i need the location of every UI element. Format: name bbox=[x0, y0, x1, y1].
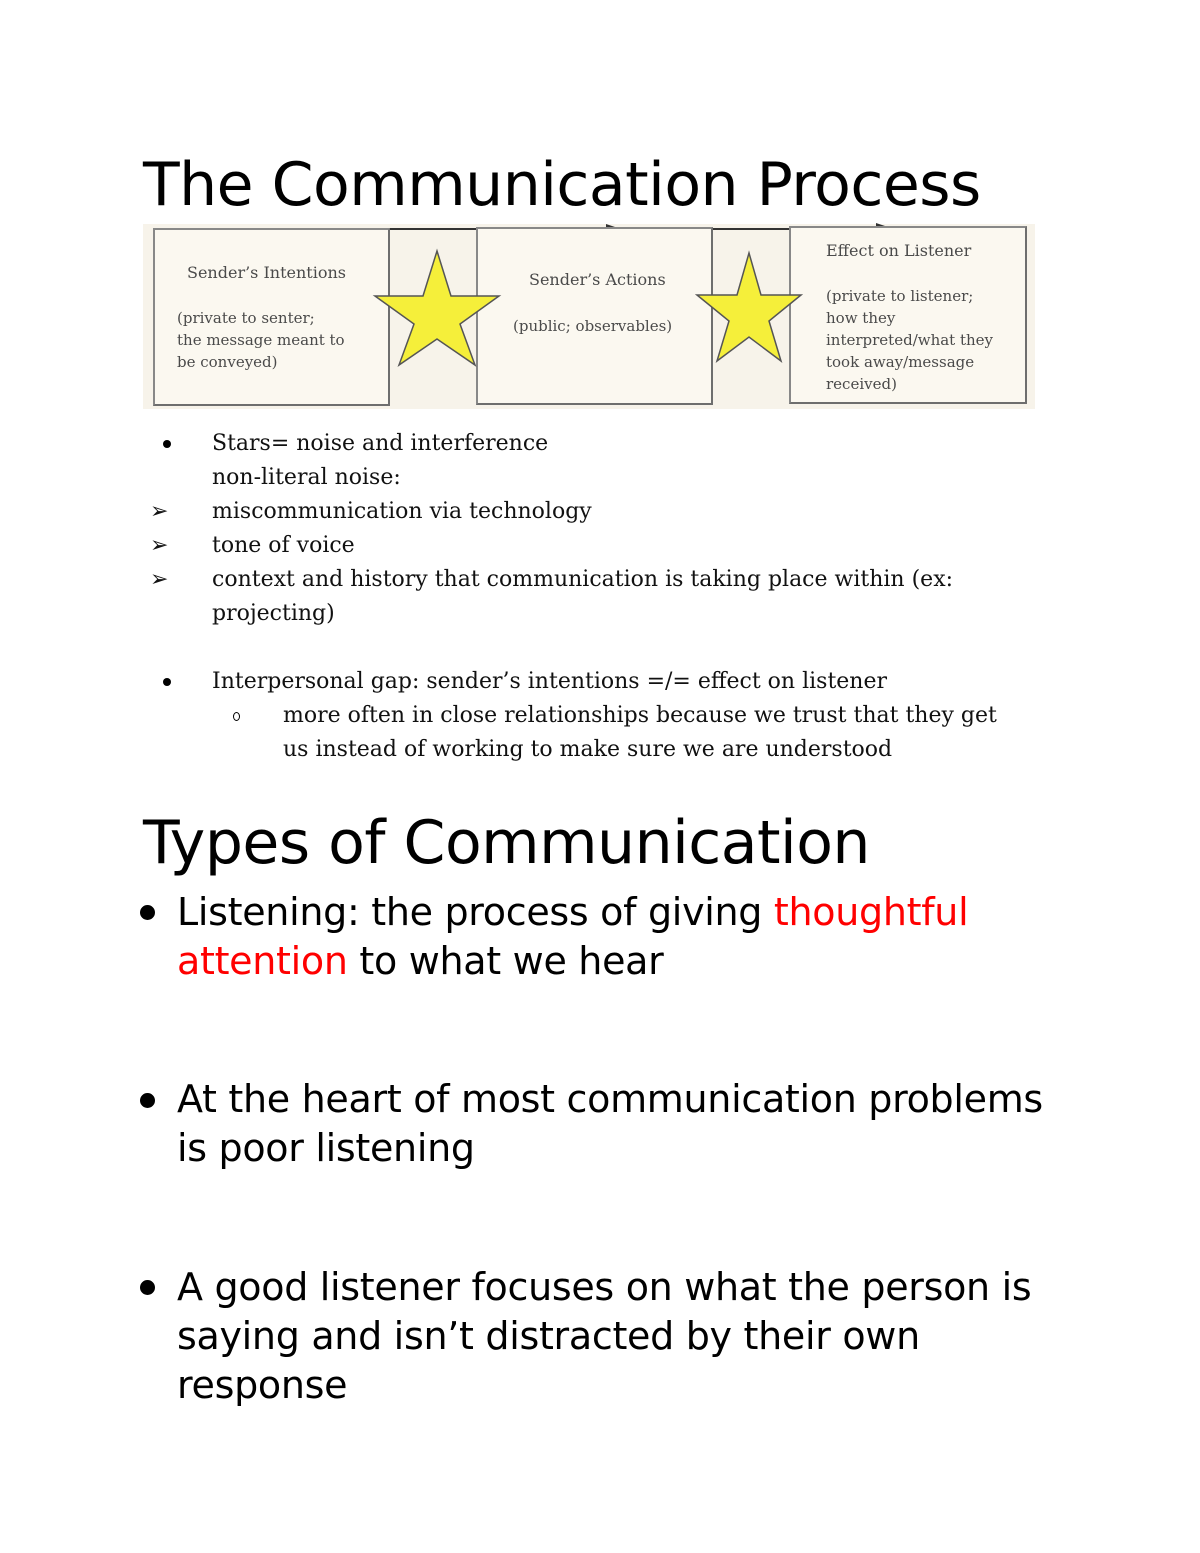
box-description: (private to senter; the message meant to be conveyed) bbox=[177, 309, 345, 371]
listening-text: to what we hear bbox=[347, 939, 664, 983]
arrow-bullet-icon: ➢ bbox=[150, 533, 169, 558]
box-title: Effect on Listener bbox=[826, 241, 972, 260]
listening-text: Listening: the process of giving bbox=[177, 890, 774, 934]
list-item: projecting) bbox=[212, 601, 335, 626]
arrow-bullet-icon: ➢ bbox=[150, 499, 169, 524]
page-title: The Communication Process bbox=[143, 150, 981, 220]
box-description: (private to listener; how they interpreted/what they took away/message received) bbox=[826, 287, 994, 393]
list-item bbox=[177, 888, 968, 937]
highlight-text: attention bbox=[177, 939, 348, 983]
bullet-icon bbox=[163, 440, 171, 448]
section-title: Types of Communication bbox=[143, 808, 870, 878]
list-item: At the heart of most communication problems bbox=[177, 1077, 1043, 1121]
box-title: Sender’s Intentions bbox=[187, 263, 346, 282]
list-item: is poor listening bbox=[177, 1126, 475, 1170]
senders-actions-box bbox=[476, 227, 713, 405]
list-item: us instead of working to make sure we are understood bbox=[283, 737, 893, 762]
bullet-icon bbox=[140, 905, 155, 920]
communication-process-diagram bbox=[143, 224, 1035, 409]
senders-intentions-box bbox=[153, 228, 390, 406]
list-item: context and history that communication is taking place within (ex: bbox=[212, 567, 954, 592]
box-title: Sender’s Actions bbox=[529, 270, 666, 289]
list-item: more often in close relationships because we trust that they get bbox=[283, 703, 997, 728]
star-icon bbox=[372, 247, 502, 367]
box-description: (public; observables) bbox=[513, 317, 673, 335]
list-item: Stars= noise and interference bbox=[212, 431, 549, 456]
effect-on-listener-box bbox=[789, 226, 1027, 404]
list-item: tone of voice bbox=[212, 533, 355, 558]
bullet-icon bbox=[140, 1093, 155, 1108]
bullet-icon bbox=[163, 678, 171, 686]
list-item: non-literal noise: bbox=[212, 465, 401, 490]
list-item bbox=[177, 937, 663, 986]
star-icon bbox=[695, 249, 803, 365]
list-item: response bbox=[177, 1363, 348, 1407]
list-item: A good listener focuses on what the person is bbox=[177, 1265, 1032, 1309]
list-item: Interpersonal gap: sender’s intentions =/= effect on listener bbox=[212, 669, 888, 694]
highlight-text: thoughtful bbox=[773, 890, 969, 934]
list-item: miscommunication via technology bbox=[212, 499, 592, 524]
list-item: saying and isn’t distracted by their own bbox=[177, 1314, 920, 1358]
bullet-icon bbox=[140, 1280, 155, 1295]
sub-bullet-icon bbox=[233, 712, 240, 721]
arrow-bullet-icon: ➢ bbox=[150, 567, 169, 592]
